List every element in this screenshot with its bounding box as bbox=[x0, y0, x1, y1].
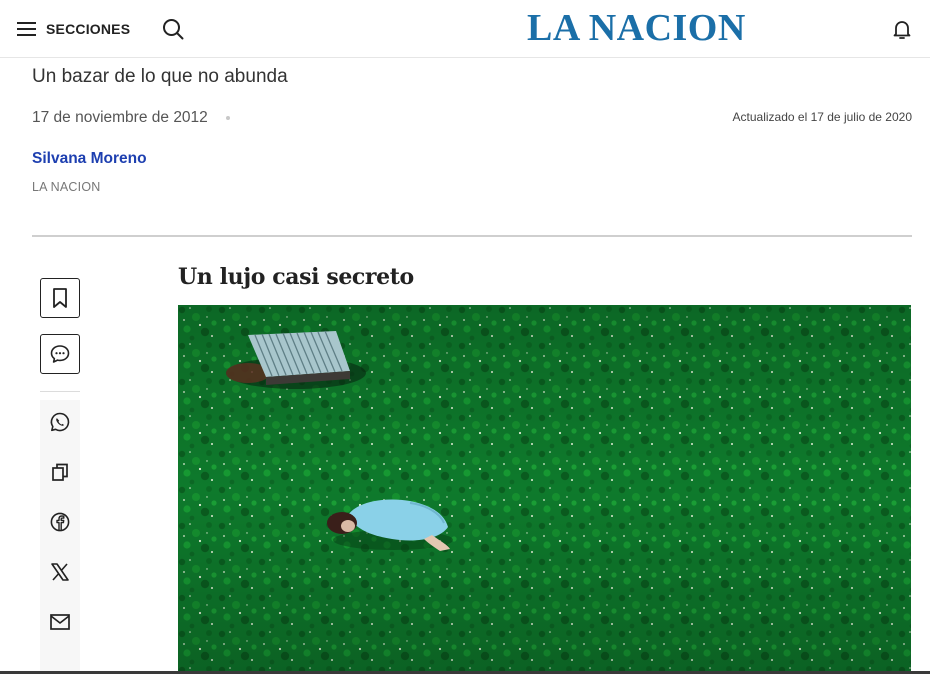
notifications-button[interactable] bbox=[890, 17, 914, 41]
woman-lying-on-lawn-image bbox=[178, 305, 911, 674]
site-logo[interactable]: LA NACION bbox=[527, 7, 746, 49]
facebook-icon bbox=[49, 511, 71, 533]
share-whatsapp-button[interactable] bbox=[40, 404, 80, 440]
site-header bbox=[0, 0, 930, 58]
sections-menu-button[interactable] bbox=[17, 17, 130, 41]
comment-icon bbox=[49, 343, 71, 365]
article-headline: Un lujo casi secreto bbox=[178, 264, 414, 290]
bookmark-button[interactable] bbox=[40, 278, 80, 318]
search-icon bbox=[161, 17, 185, 41]
x-icon bbox=[50, 562, 70, 582]
share-x-button[interactable] bbox=[40, 554, 80, 590]
lawn-photo bbox=[178, 305, 911, 674]
header-divider bbox=[32, 235, 912, 237]
publish-date: 17 de noviembre de 2012 bbox=[32, 109, 208, 126]
article-action-rail bbox=[32, 270, 88, 674]
share-email-button[interactable] bbox=[40, 604, 80, 640]
copy-link-button[interactable] bbox=[40, 454, 80, 490]
search-button[interactable] bbox=[161, 17, 185, 41]
share-facebook-button[interactable] bbox=[40, 504, 80, 540]
author-link[interactable]: Silvana Moreno bbox=[32, 150, 147, 167]
comments-button[interactable] bbox=[40, 334, 80, 374]
hamburger-icon bbox=[17, 21, 36, 37]
updated-date: Actualizado el 17 de julio de 2020 bbox=[732, 110, 912, 124]
sections-menu-label: SECCIONES bbox=[46, 21, 131, 37]
copy-icon bbox=[49, 461, 71, 483]
rail-separator bbox=[40, 391, 80, 392]
whatsapp-icon bbox=[49, 411, 71, 433]
article-source: LA NACION bbox=[32, 180, 101, 194]
mail-icon bbox=[49, 612, 71, 632]
bell-icon bbox=[890, 17, 914, 41]
bookmark-icon bbox=[51, 287, 69, 309]
date-separator-dot bbox=[226, 116, 230, 120]
article-kicker: Un bazar de lo que no abunda bbox=[32, 66, 288, 87]
